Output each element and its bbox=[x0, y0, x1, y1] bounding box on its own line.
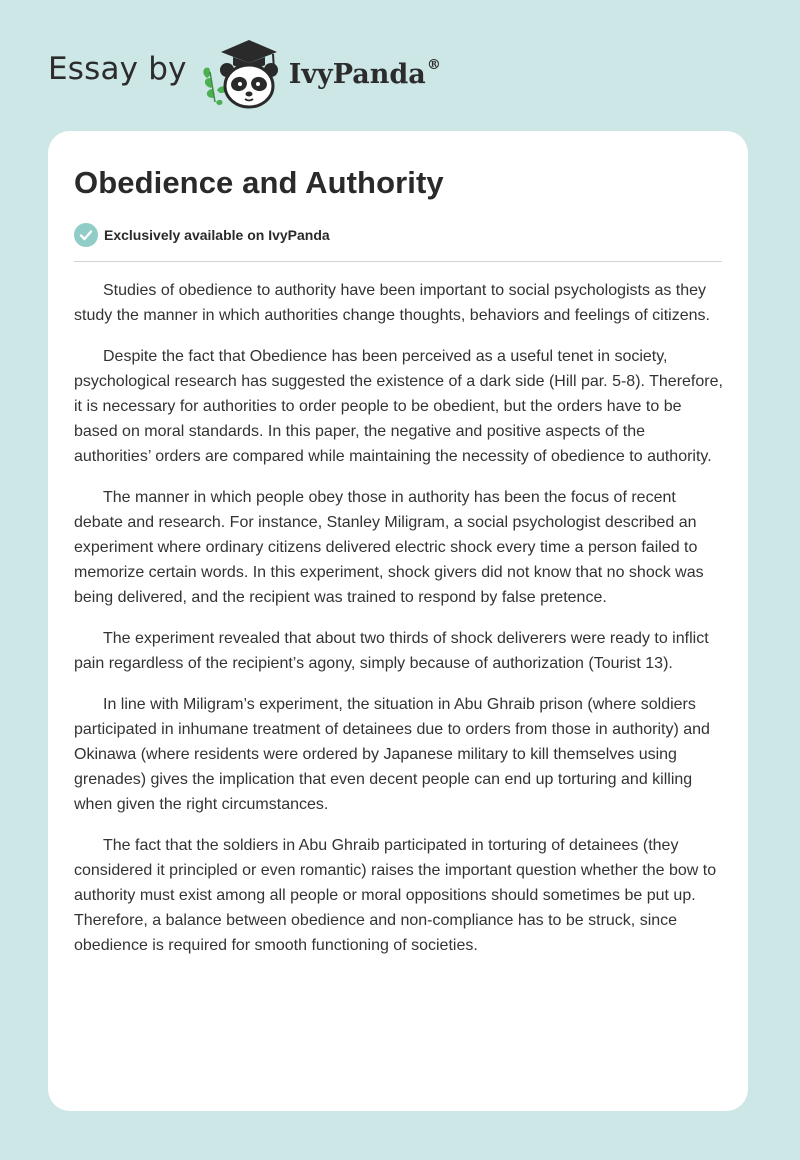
paragraph: In line with Miligram’s experiment, the situation in Abu Ghraib prison (where soldiers participated in inhumane treatment of detainees due to orders from those in authority) and Okinawa (where residents were ordered by Japanese military to kill themselves using grenades) gives the implication that even decent people can end up torturing and killing when given the right circumstances. bbox=[74, 696, 710, 813]
brand-name-text: IvyPanda bbox=[288, 58, 426, 90]
paragraph: Studies of obedience to authority have been important to social psychologists as they study the manner in which authorities change thoughts, behaviors and feelings of citizens. bbox=[74, 282, 710, 324]
essay-by-label: Essay by bbox=[48, 51, 187, 87]
paragraph: Despite the fact that Obedience has been perceived as a useful tenet in society, psychological research has suggested the existence of a dark side (Hill par. 5-8). Therefore, it is necessary for authorities to order people to be obedient, but the orders have to be based on moral standards. In this paper, the negative and positive aspects of the authorities’ orders are compared while maintaining the necessity of obedience to authority. bbox=[74, 348, 723, 465]
check-circle-icon bbox=[74, 223, 98, 247]
brand-name[interactable] bbox=[288, 56, 441, 90]
page-title: Obedience and Authority bbox=[74, 165, 444, 200]
registered-mark: ® bbox=[426, 56, 441, 73]
essay-body bbox=[74, 278, 726, 974]
exclusive-label: Exclusively available on IvyPanda bbox=[104, 227, 330, 243]
ivypanda-panda-logo-icon[interactable] bbox=[199, 32, 285, 112]
exclusive-badge bbox=[74, 223, 330, 247]
title-divider bbox=[74, 261, 722, 262]
essay-card bbox=[48, 131, 748, 1111]
site-header bbox=[48, 32, 441, 112]
paragraph: The fact that the soldiers in Abu Ghraib participated in torturing of detainees (they considered it principled or even romantic) raises the important question whether the bow to authority must exist among all people or moral oppositions should sometimes be put up. Therefore, a balance between obedience and non-compliance has to be struck, since obedience is required for smooth functioning of societies. bbox=[74, 837, 717, 954]
paragraph: The manner in which people obey those in authority has been the focus of recent debate and research. For instance, Stanley Miligram, a social psychologist described an experiment where ordinary citizens delivered electric shock every time a person failed to memorize certain words. In this experiment, shock givers did not know that no shock was being delivered, and the recipient was trained to respond by false pretence. bbox=[74, 489, 704, 606]
paragraph: The experiment revealed that about two thirds of shock deliverers were ready to inflict pain regardless of the recipient’s agony, simply because of authorization (Tourist 13). bbox=[74, 630, 709, 672]
